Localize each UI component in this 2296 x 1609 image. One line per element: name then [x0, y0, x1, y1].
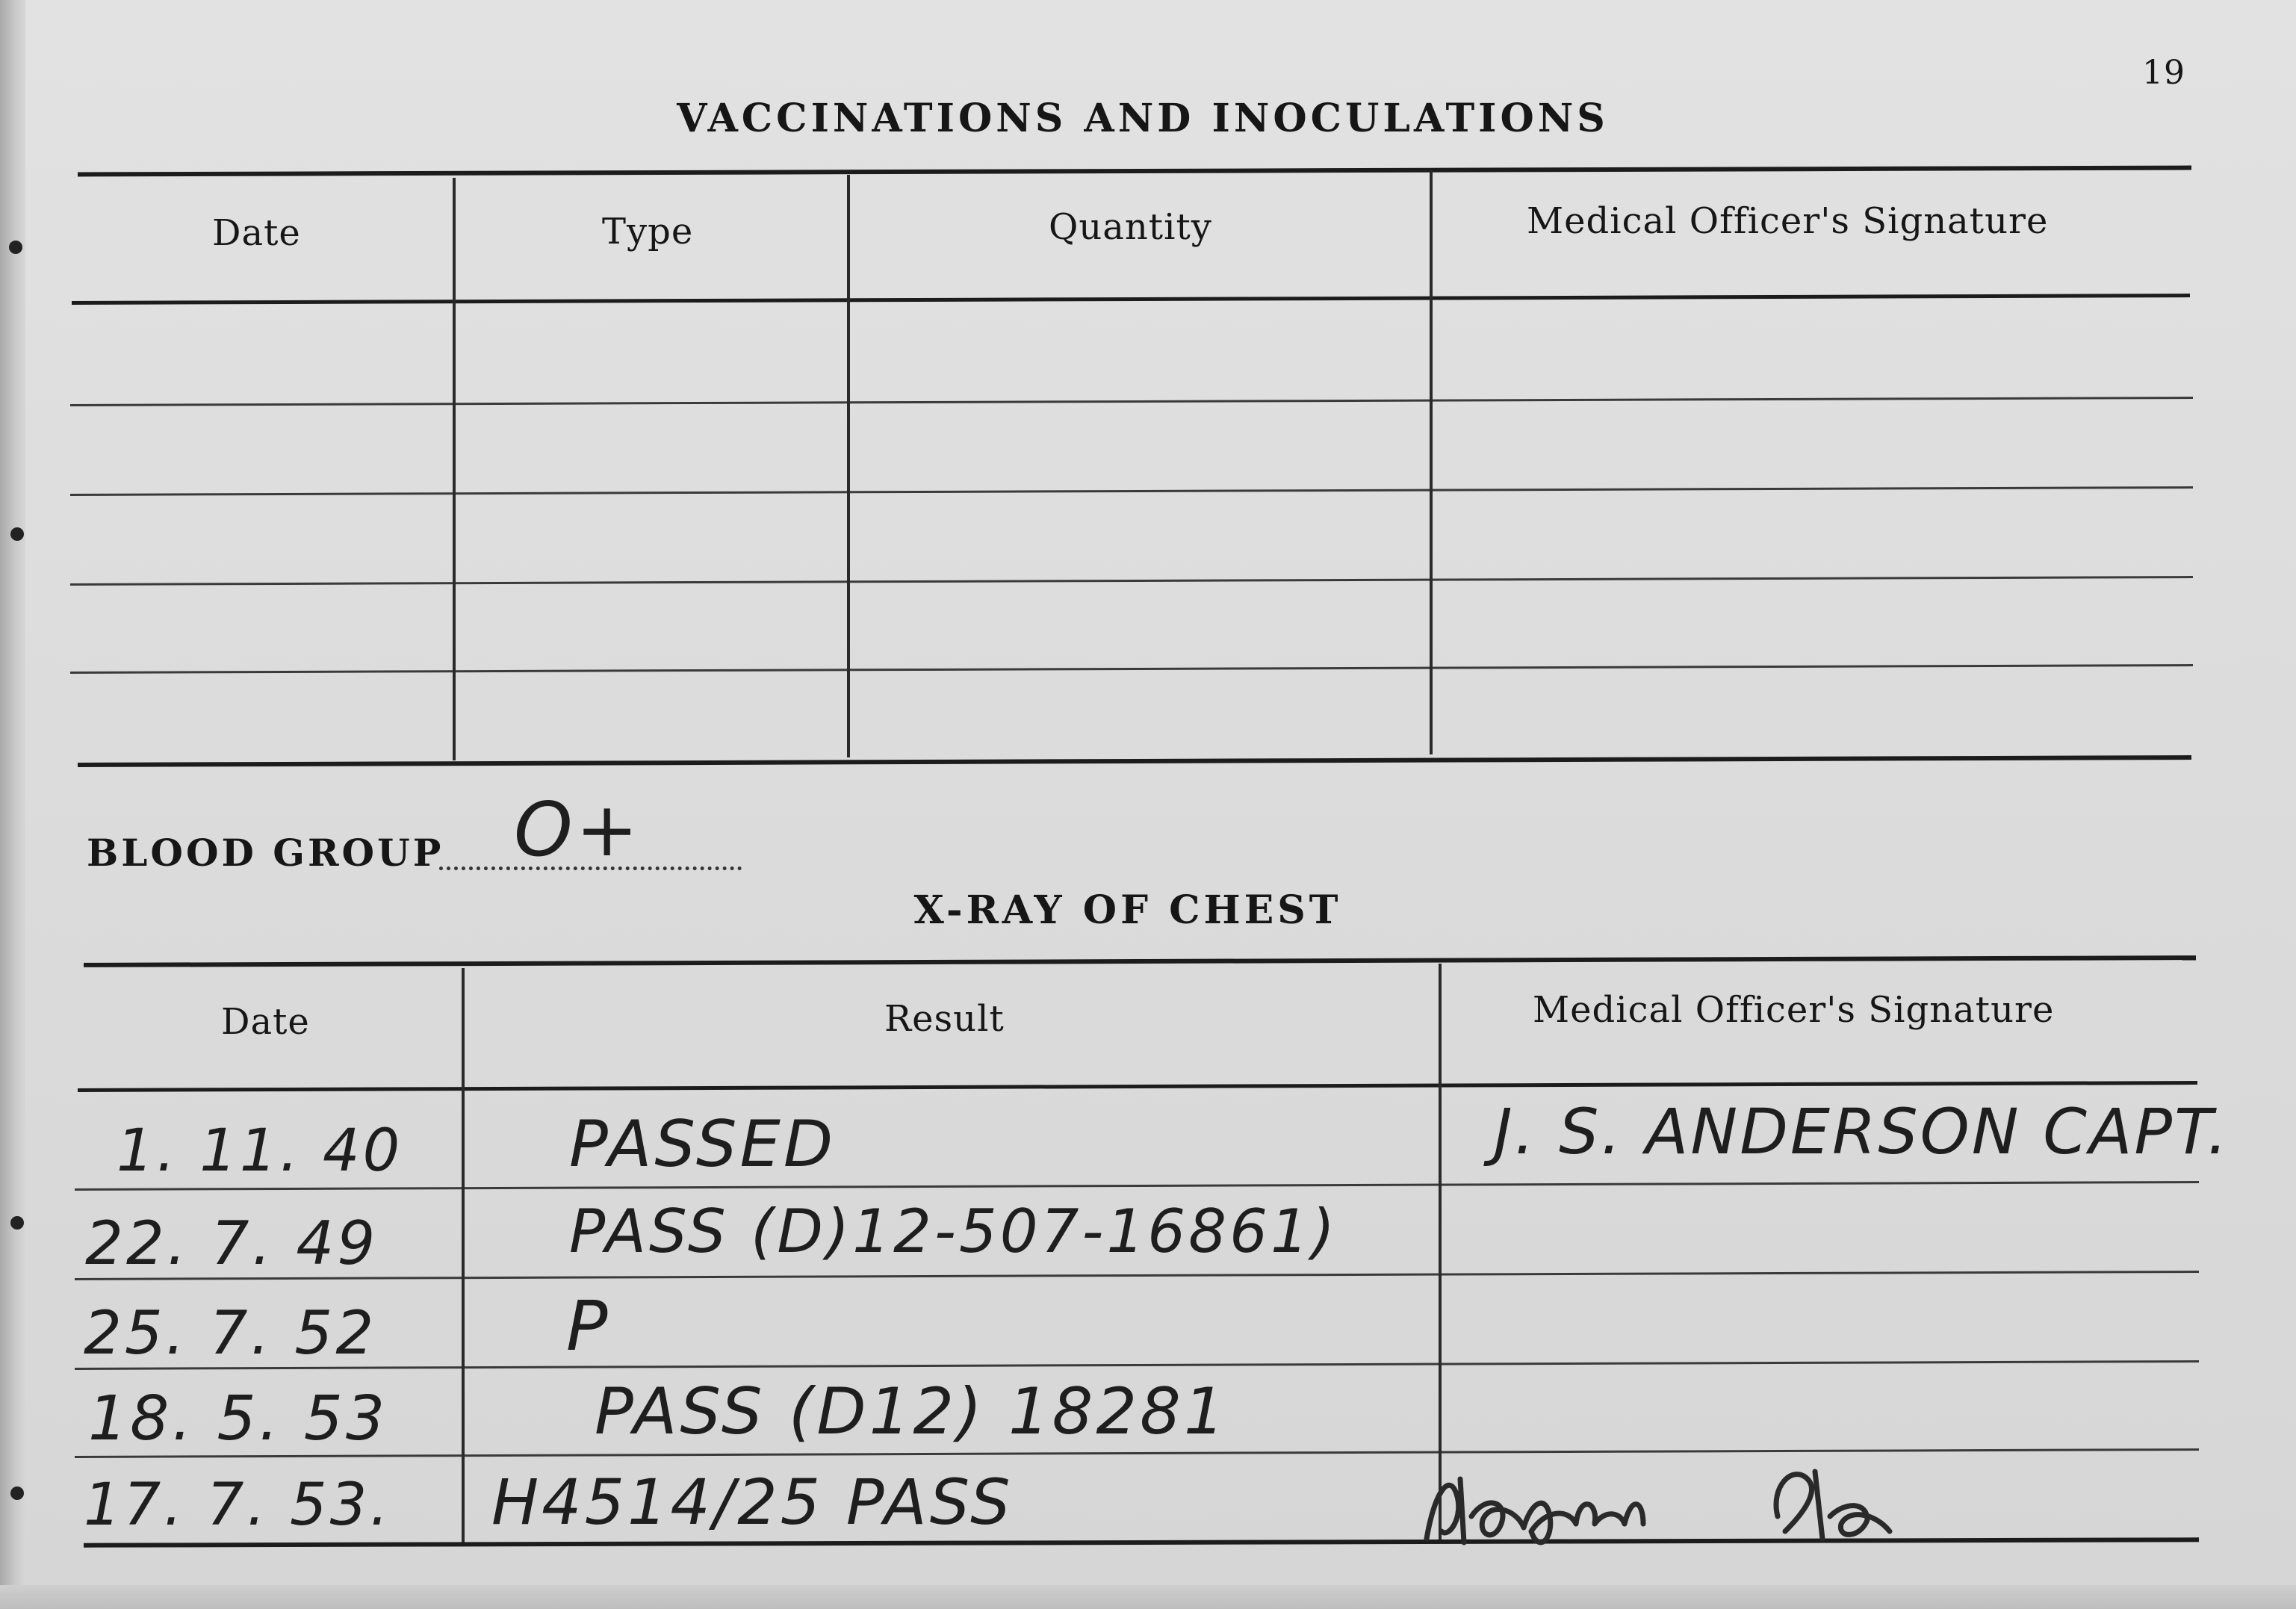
vaccination-row-line — [70, 397, 2193, 406]
vaccinations-bottom-rule — [78, 755, 2191, 767]
vaccination-column-divider — [1430, 170, 1433, 754]
vaccination-type-header: Type — [602, 211, 694, 252]
handwritten-signature — [1419, 1449, 1957, 1561]
xray-signature-header: Medical Officer's Signature — [1533, 989, 2055, 1031]
binding-mark — [9, 241, 22, 254]
vaccination-row-line — [70, 486, 2193, 496]
page-edge — [0, 1585, 2296, 1609]
xray-row-result: PASS (D)12-507-16861) — [569, 1197, 1338, 1266]
xray-row-result: P — [566, 1286, 611, 1366]
xray-row-date: 17. 7. 53. — [84, 1472, 392, 1539]
xray-row-signature: J. S. ANDERSON CAPT. — [1494, 1095, 2230, 1168]
xray-row-line — [75, 1271, 2199, 1280]
vaccination-date-header: Date — [212, 212, 301, 254]
xray-row-line — [75, 1360, 2199, 1370]
binding-mark — [10, 1216, 24, 1230]
xray-title: X-RAY OF CHEST — [913, 887, 1342, 933]
vaccinations-top-rule — [78, 166, 2191, 177]
xray-row-date: 1. 11. 40 — [117, 1117, 403, 1185]
vaccination-column-divider — [453, 178, 456, 760]
xray-date-header: Date — [221, 1001, 310, 1043]
xray-row-date: 25. 7. 52 — [84, 1298, 377, 1368]
xray-row-result: PASS (D12) 18281 — [595, 1374, 1228, 1449]
vaccination-signature-header: Medical Officer's Signature — [1527, 200, 2049, 242]
xray-header-rule — [78, 1081, 2197, 1092]
binding-mark — [10, 1486, 24, 1500]
xray-row-date: 18. 5. 53 — [88, 1383, 388, 1454]
xray-column-divider — [462, 968, 465, 1545]
vaccination-column-divider — [847, 175, 850, 757]
vaccinations-title: VACCINATIONS AND INOCULATIONS — [677, 96, 1609, 141]
page-number: 19 — [2142, 54, 2185, 92]
vaccination-quantity-header: Quantity — [1049, 206, 1212, 248]
binding-mark — [10, 527, 24, 541]
vaccinations-header-rule — [72, 294, 2190, 305]
xray-row-date: 22. 7. 49 — [85, 1209, 379, 1278]
blood-group-label: BLOOD GROUP — [87, 831, 444, 875]
blood-group-value: O+ — [514, 786, 642, 873]
vaccination-row-line — [70, 664, 2193, 674]
xray-row-result: H4514/25 PASS — [491, 1466, 1014, 1539]
xray-top-rule — [84, 955, 2196, 967]
xray-row-result: PASSED — [569, 1107, 837, 1182]
vaccination-row-line — [70, 576, 2193, 586]
xray-result-header: Result — [884, 998, 1005, 1040]
